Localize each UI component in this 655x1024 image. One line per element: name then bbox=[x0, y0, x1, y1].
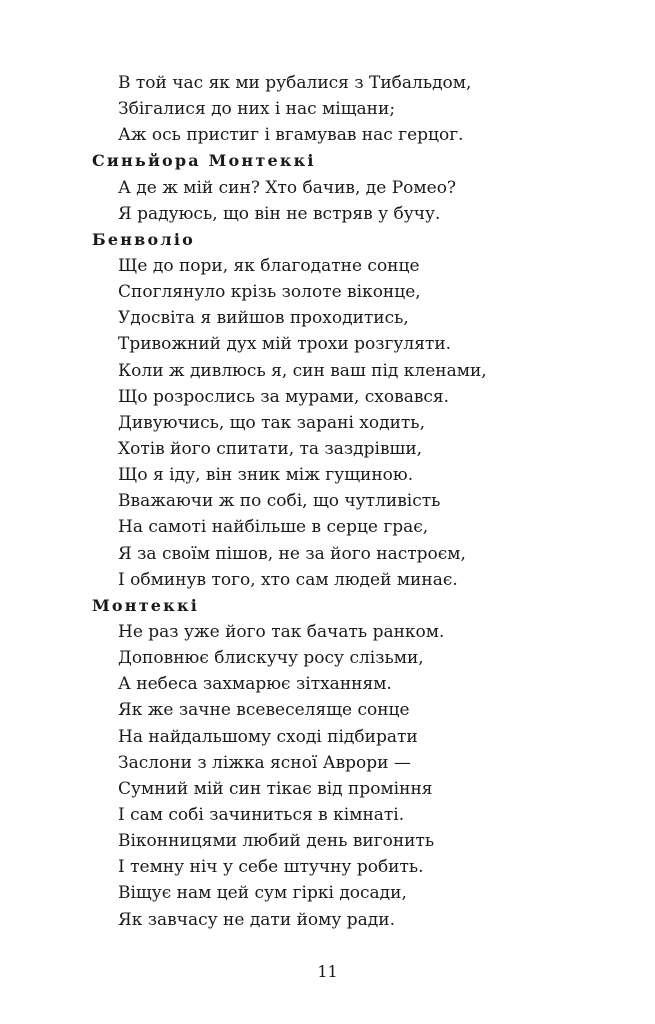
verse-line: Аж ось пристиг і вгамував нас герцог. bbox=[118, 125, 464, 146]
verse-line: Віщує нам цей сум гіркі досади, bbox=[118, 883, 407, 904]
verse-line: Не раз уже його так бачать ранком. bbox=[118, 621, 445, 642]
verse-line: Доповнює блискучу росу слізьми, bbox=[118, 648, 424, 669]
verse-line: Тривожний дух мій трохи розгуляти. bbox=[118, 334, 452, 355]
verse-line: І темну ніч у себе штучну робить. bbox=[118, 857, 424, 878]
speaker-name: Синьйора Монтеккі bbox=[92, 151, 316, 171]
verse-line: Що я іду, він зник між гущиною. bbox=[118, 465, 414, 486]
verse-line: Як завчасу не дати йому ради. bbox=[118, 909, 395, 930]
verse-line: І сам собі зачиниться в кімнаті. bbox=[118, 804, 405, 825]
verse-line: Хотів його спитати, та заздрівши, bbox=[118, 438, 423, 459]
verse-line: Ще до пори, як благодатне сонце bbox=[118, 255, 420, 276]
verse-line: Дивуючись, що так зарані ходить, bbox=[118, 412, 425, 433]
verse-line: Сумний мій син тікає від проміння bbox=[118, 778, 433, 799]
verse-line: Я радуюсь, що він не встряв у бучу. bbox=[118, 203, 441, 224]
verse-line: На самоті найбільше в серце грає, bbox=[118, 517, 429, 538]
speaker-name: Монтеккі bbox=[92, 595, 199, 615]
verse-line: Я за своїм пішов, не за його настроєм, bbox=[118, 543, 466, 564]
speaker-name: Бенволіо bbox=[92, 229, 195, 249]
verse-line: Вважаючи ж по собі, що чутливість bbox=[118, 491, 441, 512]
verse-line: Коли ж дивлюсь я, син ваш під кленами, bbox=[118, 360, 487, 381]
verse-line: І обминув того, хто сам людей минає. bbox=[118, 569, 458, 590]
verse-line: В той час як ми рубалися з Тибальдом, bbox=[118, 73, 472, 93]
play-text bbox=[92, 70, 612, 933]
verse-line: Віконницями любий день вигонить bbox=[118, 831, 435, 852]
verse-line: Що розрослись за мурами, сховався. bbox=[118, 386, 450, 407]
verse-line: На найдальшому сході підбирати bbox=[118, 726, 418, 747]
verse-line: Як же зачне всевеселяще сонце bbox=[118, 700, 410, 721]
verse-line: А де ж мій син? Хто бачив, де Ромео? bbox=[118, 177, 457, 198]
verse-line: Удосвіта я вийшов проходитись, bbox=[118, 308, 409, 329]
verse-line: А небеса захмарює зітханням. bbox=[118, 674, 392, 695]
verse-line: Збігалися до них і нас міщани; bbox=[118, 99, 396, 120]
verse-line: Споглянуло крізь золоте віконце, bbox=[118, 282, 421, 303]
page-number: 11 bbox=[317, 962, 338, 981]
verse-line: Заслони з ліжка ясної Аврори — bbox=[118, 752, 411, 773]
